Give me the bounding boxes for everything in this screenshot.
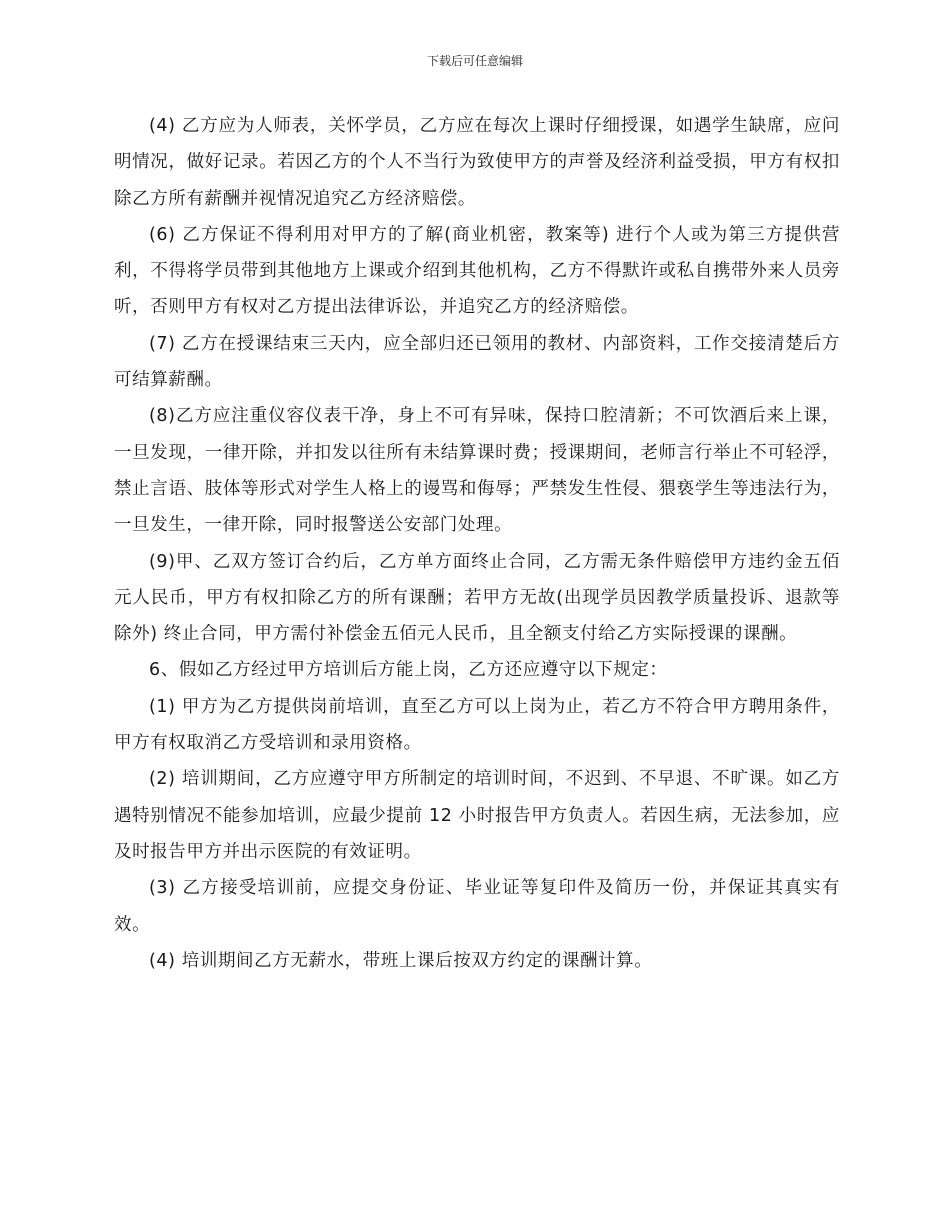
clause-9-termination: (9)甲、乙双方签订合约后，乙方单方面终止合同，乙方需无条件赔偿甲方违约金五佰元人民币，甲方有权扣除乙方的所有课酬；若甲方无故(出现学员因教学质量投诉、退款等除外) 终止合同，甲方需付补偿金五佰元人民币，且全额支付给乙方实际授课的课酬。 <box>114 551 840 645</box>
document-body <box>114 108 840 979</box>
training-clause-3: (3) 乙方接受培训前，应提交身份证、毕业证等复印件及简历一份，并保证其真实有效。 <box>114 878 840 935</box>
training-clause-2: (2) 培训期间，乙方应遵守甲方所制定的培训时间，不迟到、不早退、不旷课。如乙方遇特别情况不能参加培训，应最少提前 12 小时报告甲方负责人。若因生病，无法参加，应及时报告甲方并出示医院的有效证明。 <box>114 769 840 862</box>
clause-7-return-materials: (7) 乙方在授课结束三天内，应全部归还已领用的教材、内部资料，工作交接清楚后方可结算薪酬。 <box>114 333 840 391</box>
page-header: 下载后可任意编辑 <box>426 54 523 68</box>
training-clause-4: (4) 培训期间乙方无薪水，带班上课后按双方约定的课酬计算。 <box>149 950 653 971</box>
training-clause-1: (1) 甲方为乙方提供岗前培训，直至乙方可以上岗为止，若乙方不符合甲方聘用条件，甲方有权取消乙方受培训和录用资格。 <box>114 696 840 754</box>
clause-4-conduct: (4) 乙方应为人师表，关怀学员，乙方应在每次上课时仔细授课，如遇学生缺席，应问明情况，做好记录。若因乙方的个人不当行为致使甲方的声誉及经济利益受损，甲方有权扣除乙方所有薪酬并视情况追究乙方经济赔偿。 <box>114 116 840 209</box>
clause-8-appearance: (8)乙方应注重仪容仪表干净，身上不可有异味，保持口腔清新；不可饮酒后来上课，一旦发现，一律开除，并扣发以往所有未结算课时费；授课期间，老师言行举止不可轻浮，禁止言语、肢体等形式对学生人格上的谩骂和侮辱；严禁发生性侵、猥亵学生等违法行为，一旦发生，一律开除，同时报警送公安部门处理。 <box>114 406 840 536</box>
section-6-heading: 6、假如乙方经过甲方培训后方能上岗，乙方还应遵守以下规定： <box>149 660 668 681</box>
clause-6-confidentiality: (6) 乙方保证不得利用对甲方的了解(商业机密，教案等) 进行个人或为第三方提供营利，不得将学员带到其他地方上课或介绍到其他机构，乙方不得默许或私自携带外来人员旁听，否则甲方有权对乙方提出法律诉讼，并追究乙方的经济赔偿。 <box>114 224 840 318</box>
